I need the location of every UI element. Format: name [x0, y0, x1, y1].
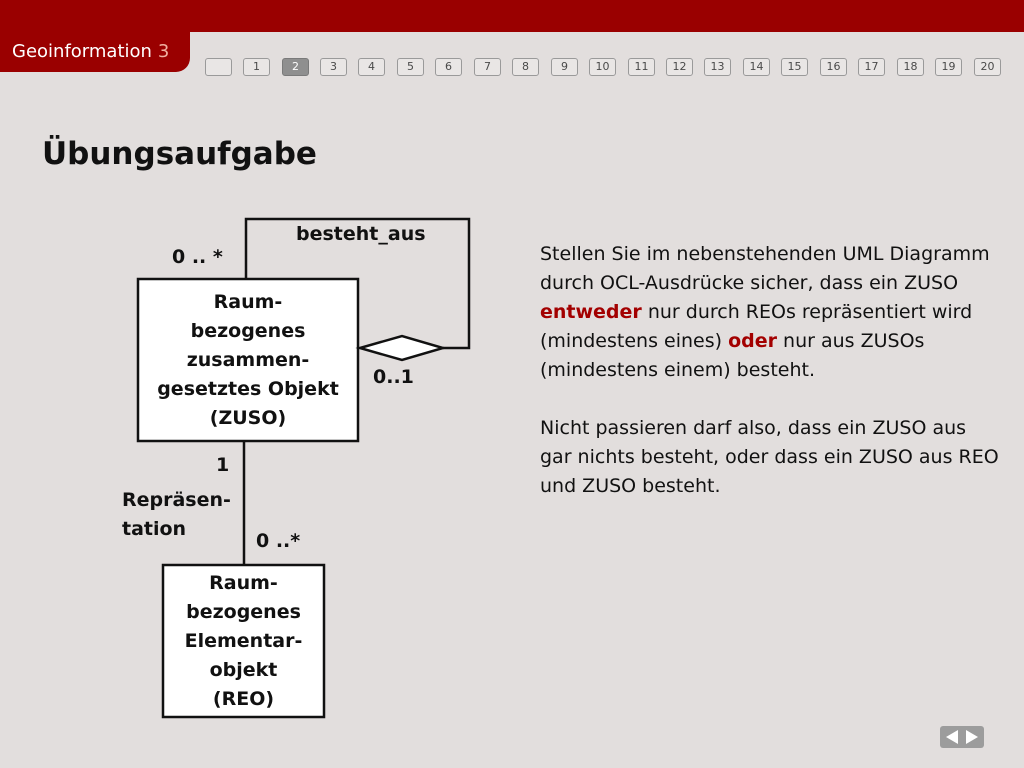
page-button-8[interactable]: 8: [512, 58, 539, 76]
slide-title: Übungsaufgabe: [42, 136, 317, 172]
page-button-12[interactable]: 12: [666, 58, 693, 76]
page-button-14[interactable]: 14: [743, 58, 770, 76]
task-text: nur aus ZUSOs (mindestens einem) besteht.: [540, 330, 925, 381]
task-text: nur durch REOs repräsentiert wird (mindestens eines): [540, 301, 973, 352]
page-button-19[interactable]: 19: [935, 58, 962, 76]
page-button-2[interactable]: 2: [282, 58, 309, 76]
reo-label-line: (REO): [212, 688, 275, 710]
multiplicity-part: 0 .. *: [172, 246, 223, 268]
app-title: Geoinformation: [12, 41, 152, 62]
page-button-18[interactable]: 18: [897, 58, 924, 76]
reo-label-line: Raum-: [209, 572, 278, 594]
page-button-5[interactable]: 5: [397, 58, 424, 76]
highlight-entweder: entweder: [540, 301, 642, 323]
task-paragraph-2: Nicht passieren darf also, dass ein ZUSO aus gar nichts besteht, oder dass ein ZUSO aus REO und ZUSO besteht.: [540, 417, 999, 497]
page-button-15[interactable]: 15: [781, 58, 808, 76]
slide-navigation: [940, 726, 984, 748]
representation-label-line: tation: [122, 518, 187, 540]
page-button-10[interactable]: 10: [589, 58, 616, 76]
page-button-11[interactable]: 11: [628, 58, 655, 76]
zuso-label-line: zusammen-: [186, 349, 310, 371]
task-description: [540, 240, 1000, 501]
multiplicity-zuso: 1: [216, 454, 230, 476]
reo-label-line: bezogenes: [186, 601, 301, 623]
zuso-label-line: (ZUSO): [209, 407, 287, 429]
reo-class-label: [163, 569, 324, 714]
page-button-6[interactable]: 6: [435, 58, 462, 76]
page-button-16[interactable]: 16: [820, 58, 847, 76]
next-slide-icon[interactable]: [966, 730, 978, 744]
representation-label: [122, 486, 231, 544]
multiplicity-reo: 0 ..*: [256, 530, 301, 552]
reo-label-line: objekt: [209, 659, 278, 681]
task-text: Stellen Sie im nebenstehenden UML Diagramm durch OCL-Ausdrücke sicher, dass ein ZUSO: [540, 243, 990, 294]
besteht-aus-label: besteht_aus: [296, 223, 426, 245]
page-button-4[interactable]: 4: [358, 58, 385, 76]
zuso-label-line: Raum-: [213, 291, 283, 313]
page-button-3[interactable]: 3: [320, 58, 347, 76]
zuso-label-line: gesetztes Objekt: [157, 378, 339, 400]
multiplicity-whole: 0..1: [373, 366, 414, 388]
page-button-9[interactable]: 9: [551, 58, 578, 76]
prev-slide-icon[interactable]: [946, 730, 958, 744]
aggregation-diamond-icon: [360, 336, 443, 360]
highlight-oder: oder: [728, 330, 777, 352]
zuso-label-line: bezogenes: [190, 320, 306, 342]
task-paragraph-1: [540, 240, 1000, 385]
page-button-17[interactable]: 17: [858, 58, 885, 76]
representation-label-line: Repräsen-: [122, 489, 231, 511]
page-button-20[interactable]: 20: [974, 58, 1001, 76]
page-button-7[interactable]: 7: [474, 58, 501, 76]
page-button-13[interactable]: 13: [704, 58, 731, 76]
app-number: 3: [157, 41, 170, 62]
reo-label-line: Elementar-: [184, 630, 303, 652]
page-button-1[interactable]: 1: [243, 58, 270, 76]
zuso-class-label: [138, 288, 358, 433]
